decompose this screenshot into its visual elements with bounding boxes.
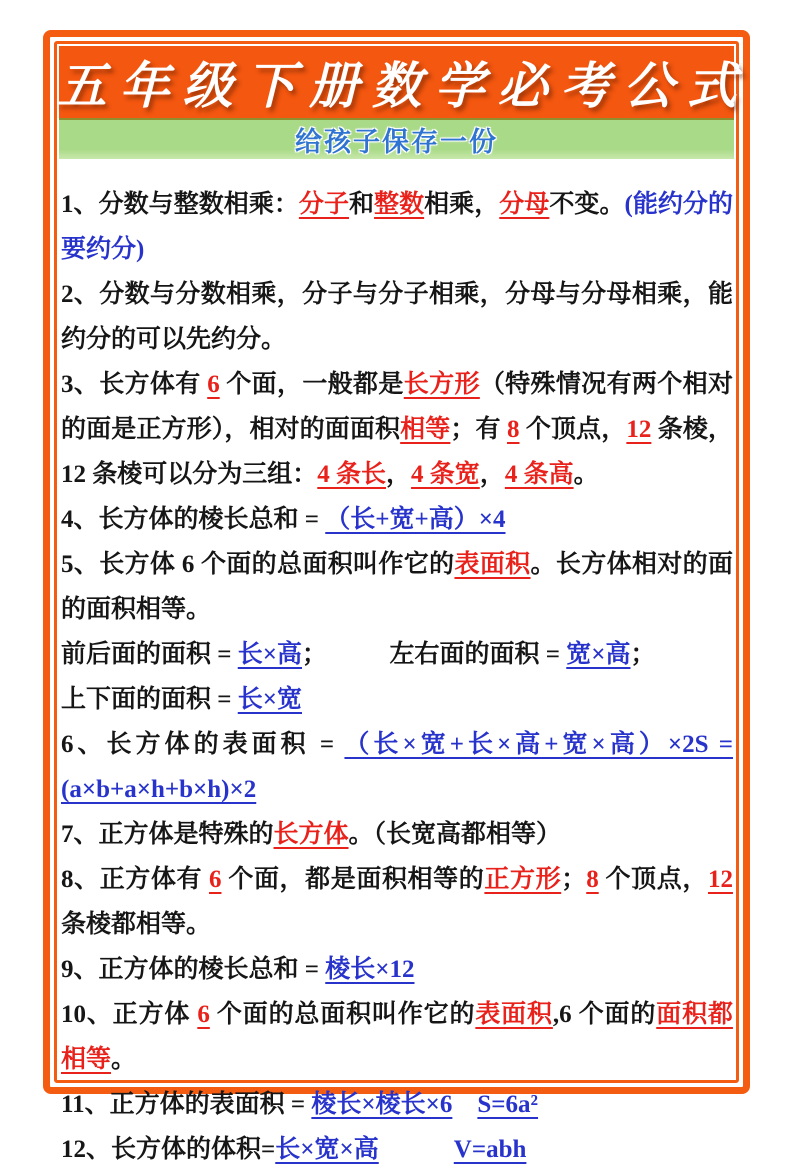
text-run: ；: [630, 641, 656, 668]
formula-text: 宽×高: [566, 641, 631, 668]
text-run: 个顶点，: [598, 866, 708, 893]
text-run: 5、长方体 6 个面的总面积叫作它的: [61, 551, 455, 578]
inner-frame: [54, 41, 750, 1163]
text-run: 条棱，12 条棱可以分为三组：: [61, 416, 733, 488]
text-run: 个面，都是面积相等的: [221, 866, 485, 893]
formula-item: [61, 362, 733, 497]
text-run: [379, 1136, 454, 1163]
highlighted-keyword: 4 条宽: [411, 461, 480, 488]
text-run: ；: [561, 866, 587, 893]
highlighted-keyword: 长方体: [273, 821, 349, 848]
highlighted-keyword: 表面积: [475, 1001, 553, 1028]
text-run: ；有: [450, 416, 508, 443]
text-run: 12、长方体的体积=: [61, 1136, 276, 1163]
text-run: 前后面的面积 =: [61, 641, 238, 668]
text-run: 10、正方体: [61, 1001, 198, 1028]
formula-item: [61, 677, 733, 722]
text-run: [452, 1091, 477, 1118]
formula-text: 长×宽×高: [275, 1136, 379, 1163]
formula-item: [61, 272, 733, 362]
text-run: 9、正方体的棱长总和 =: [61, 956, 326, 983]
highlighted-keyword: 相等: [400, 416, 451, 443]
highlighted-keyword: 分母: [499, 191, 550, 218]
text-run: 上下面的面积 =: [61, 686, 238, 713]
highlighted-keyword: 面积都相等: [61, 1001, 733, 1073]
text-run: 相乘，: [424, 191, 500, 218]
highlighted-keyword: 6: [208, 866, 222, 893]
text-run: 个面，一般都是: [219, 371, 404, 398]
text-run: 。长方体相对的面的面积相等。: [61, 551, 733, 623]
text-run: 3、长方体有: [61, 371, 208, 398]
text-run: 个面的总面积叫作它的: [209, 1001, 476, 1028]
formula-item: [61, 992, 733, 1082]
highlighted-keyword: 正方形: [484, 866, 562, 893]
formula-text: 长×宽: [237, 686, 302, 713]
text-run: 6、长方体的表面积 =: [61, 731, 345, 758]
highlighted-keyword: 4 条长: [317, 461, 387, 488]
text-run: 和: [349, 191, 375, 218]
text-run: 个顶点，: [519, 416, 627, 443]
formula-item: [61, 1082, 733, 1127]
formula-item: [61, 947, 733, 992]
text-run: ,6 个面的: [552, 1001, 657, 1028]
formula-item: [61, 497, 733, 542]
highlighted-keyword: 4 条高: [504, 461, 574, 488]
formula-item: [61, 857, 733, 947]
text-run: ； 左右面的面积 =: [302, 641, 567, 668]
highlighted-keyword: 12: [707, 866, 733, 893]
subtitle-text: 给孩子保存一份: [295, 127, 498, 157]
formula-text: （长+宽+高）×4: [325, 506, 506, 533]
formula-item: [61, 632, 733, 677]
formula-text: V=abh: [453, 1136, 527, 1163]
highlighted-keyword: 8: [507, 416, 520, 443]
text-run: 11、正方体的表面积 =: [61, 1091, 312, 1118]
text-run: 。: [111, 1046, 137, 1073]
subtitle-banner: [59, 120, 734, 159]
page-title: 五年级下册数学必考公式: [56, 58, 750, 114]
formula-item: [61, 1127, 733, 1172]
text-run: 1、分数与整数相乘：: [61, 191, 299, 218]
formula-text: S=6a²: [477, 1091, 539, 1118]
formula-text: （长×宽+长×高+宽×高）×2S = (a×b+a×h+b×h)×2: [61, 731, 734, 803]
header-band: [56, 46, 750, 120]
note-text: (能约分的要约分): [61, 191, 733, 263]
highlighted-keyword: 分子: [298, 191, 349, 218]
formula-item: [61, 722, 733, 812]
text-run: ，: [479, 461, 505, 488]
highlighted-keyword: 长方形: [403, 371, 480, 398]
highlighted-keyword: 6: [207, 371, 220, 398]
text-run: 。（长宽高都相等）: [348, 821, 562, 848]
outer-frame: [43, 30, 750, 1163]
formula-item: [61, 812, 733, 857]
formula-list: [57, 159, 736, 1172]
formula-text: 棱长×12: [325, 956, 415, 983]
formula-item: [61, 542, 733, 632]
formula-item: [61, 182, 733, 272]
text-run: （特殊情况有两个相对的面是正方形），相对的面面积: [61, 371, 733, 443]
formula-text: 棱长×棱长×6: [311, 1091, 453, 1118]
text-run: ，: [386, 461, 412, 488]
text-run: 7、正方体是特殊的: [61, 821, 274, 848]
highlighted-keyword: 12: [626, 416, 652, 443]
text-run: 条棱都相等。: [61, 911, 212, 938]
text-run: 不变。: [549, 191, 625, 218]
formula-text: 长×高: [237, 641, 302, 668]
highlighted-keyword: 整数: [374, 191, 425, 218]
highlighted-keyword: 表面积: [454, 551, 531, 578]
highlighted-keyword: 8: [586, 866, 599, 893]
text-run: 4、长方体的棱长总和 =: [61, 506, 326, 533]
text-run: 。: [573, 461, 599, 488]
text-run: 8、正方体有: [61, 866, 209, 893]
highlighted-keyword: 6: [197, 1001, 210, 1028]
text-run: 2、分数与分数相乘，分子与分子相乘，分母与分母相乘，能约分的可以先约分。: [61, 281, 733, 353]
